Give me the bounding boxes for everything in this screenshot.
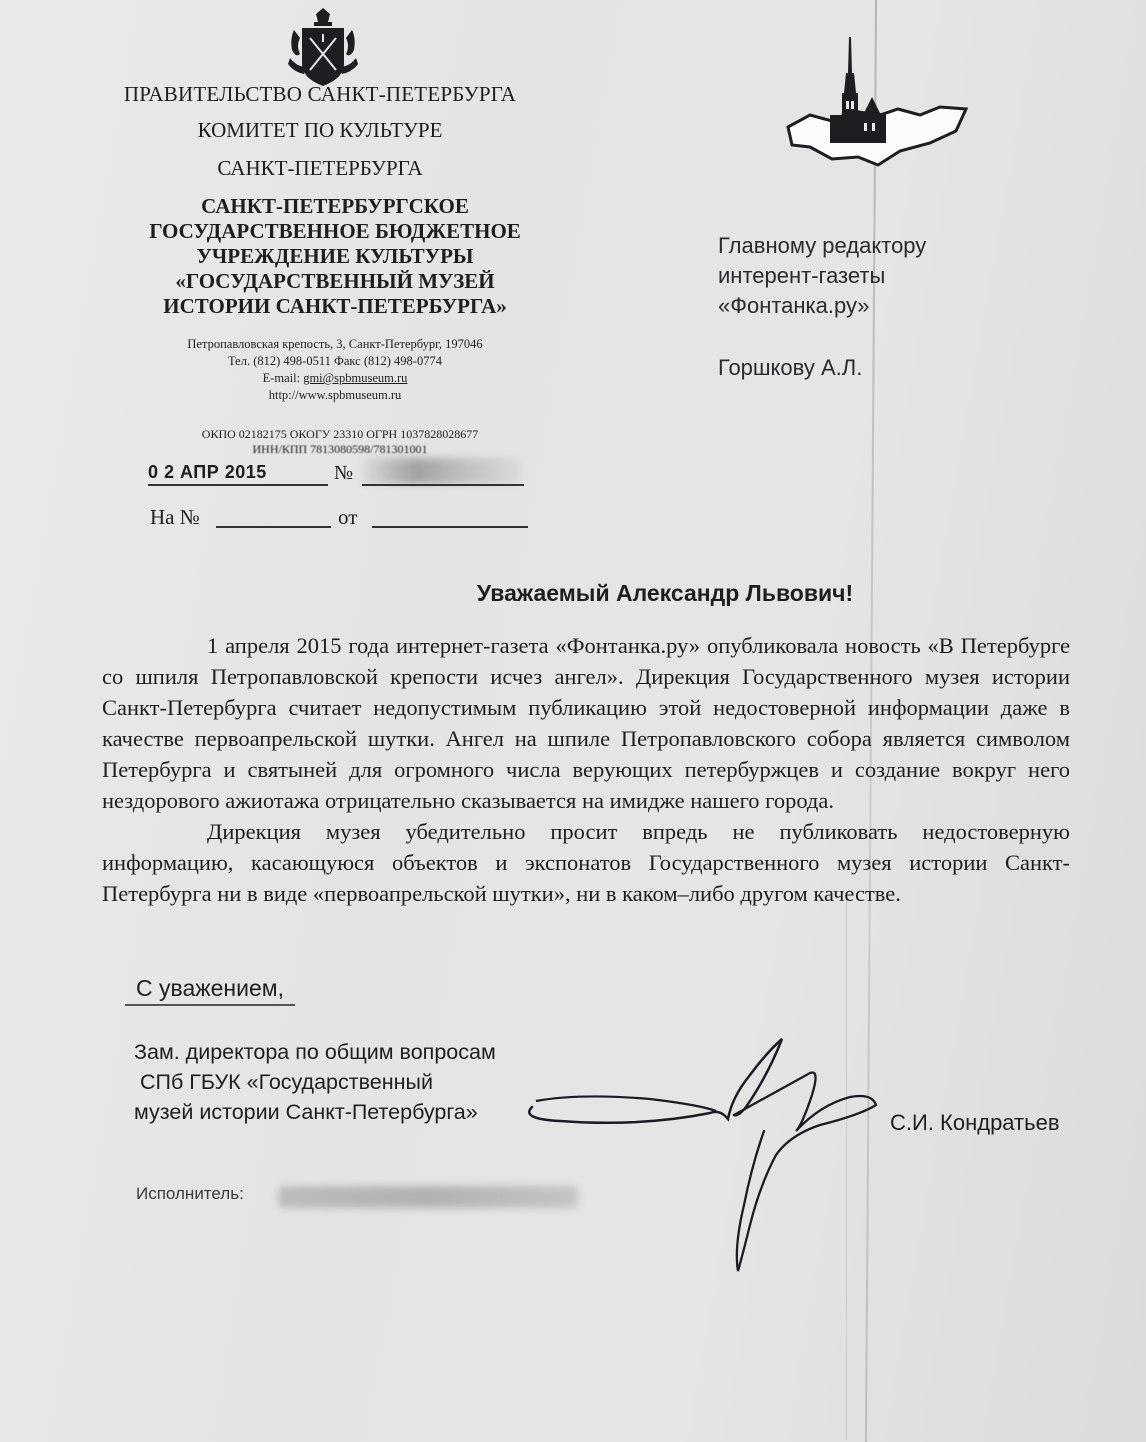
government-name: ПРАВИТЕЛЬСТВО САНКТ-ПЕТЕРБУРГА — [123, 82, 517, 106]
executor-label: Исполнитель: — [136, 1184, 244, 1203]
website-link[interactable]: http://www.spbmuseum.ru — [268, 388, 402, 402]
handwritten-signature-icon — [520, 1035, 880, 1275]
regards-underline — [125, 1004, 295, 1006]
institution-name — [105, 194, 565, 319]
addressee-block — [718, 231, 978, 321]
signer-position — [134, 1037, 574, 1127]
reference-date-blank — [372, 526, 528, 528]
letter-body — [102, 630, 1070, 909]
email-link[interactable]: gmi@spbmuseum.ru — [303, 371, 408, 385]
institution-line: ИСТОРИИ САНКТ-ПЕТЕРБУРГА» — [163, 294, 507, 318]
outgoing-number-redacted — [362, 458, 522, 484]
salutation: Уважаемый Александр Львович! — [476, 580, 854, 606]
outgoing-date-stamp: 0 2 АПР 2015 — [148, 462, 267, 482]
institution-line: ГОСУДАРСТВЕННОЕ БЮДЖЕТНОЕ — [149, 219, 521, 243]
addressee-line: интерент-газеты — [718, 263, 886, 288]
institution-contacts — [120, 336, 550, 404]
committee-name: КОМИТЕТ ПО КУЛЬТУРЕ — [197, 118, 443, 142]
codes-line-2: ИНН/КПП 7813080598/781301001 — [252, 442, 428, 456]
reference-date-label: от — [338, 505, 358, 529]
coat-of-arms-icon — [286, 8, 360, 90]
number-underline — [362, 484, 524, 486]
phone-fax: Тел. (812) 498-0511 Факс (812) 498-0774 — [228, 354, 442, 368]
email-label: E-mail: — [262, 371, 304, 385]
closing-regards: С уважением, — [136, 975, 284, 1001]
addressee-line: Главному редактору — [718, 233, 927, 258]
reference-number-blank — [216, 526, 331, 528]
position-line: Зам. директора по общим вопросам — [134, 1040, 496, 1064]
registration-codes — [140, 427, 540, 457]
postal-address: Петропавловская крепость, 3, Санкт-Петербург, 197046 — [187, 337, 483, 351]
outgoing-number-sign: № — [334, 462, 354, 484]
reference-number-label: На № — [150, 505, 200, 529]
institution-line: САНКТ-ПЕТЕРБУРГСКОЕ — [201, 194, 469, 218]
city-name: САНКТ-ПЕТЕРБУРГА — [217, 156, 423, 180]
codes-line-1: ОКПО 02182175 ОКОГУ 23310 ОГРН 1037828028677 — [201, 427, 479, 441]
position-line: СПб ГБУК «Государственный — [134, 1070, 433, 1094]
addressee-line: «Фонтанка.ру» — [718, 293, 870, 318]
body-paragraph-2: Дирекция музея убедительно просит впредь не публиковать недостоверную информацию, касающуюся объектов и экспонатов Государственного музея истории Санкт-Петербурга ни в виде «первоапрельской шутки», ни в каком–либо другом качестве. — [102, 819, 1070, 906]
signer-name: С.И. Кондратьев — [890, 1110, 1060, 1135]
position-line: музей истории Санкт-Петербурга» — [134, 1100, 478, 1124]
addressee-name: Горшкову А.Л. — [718, 355, 863, 380]
date-underline — [148, 484, 328, 486]
email-line — [120, 370, 550, 387]
body-paragraph-1: 1 апреля 2015 года интернет-газета «Фонтанка.ру» опубликовала новость «В Петербурге со шпиля Петропавловской крепости исчез ангел». Дирекция Государственного музея истории Санкт-Петербурга считает недопустимым публикацию этой недостоверной информации даже в качестве первоапрельской шутки. Ангел на шпиле Петропавловского собора является символом Петербурга и святыней для огромного числа верующих петербуржцев и создание вокруг него нездорового ажиотажа отрицательно сказывается на имидже нашего города. — [102, 633, 1070, 813]
institution-line: УЧРЕЖДЕНИЕ КУЛЬТУРЫ — [196, 244, 474, 268]
institution-line: «ГОСУДАРСТВЕННЫЙ МУЗЕЙ — [175, 269, 495, 293]
fortress-logo-icon — [780, 35, 970, 175]
executor-redacted — [278, 1186, 578, 1208]
